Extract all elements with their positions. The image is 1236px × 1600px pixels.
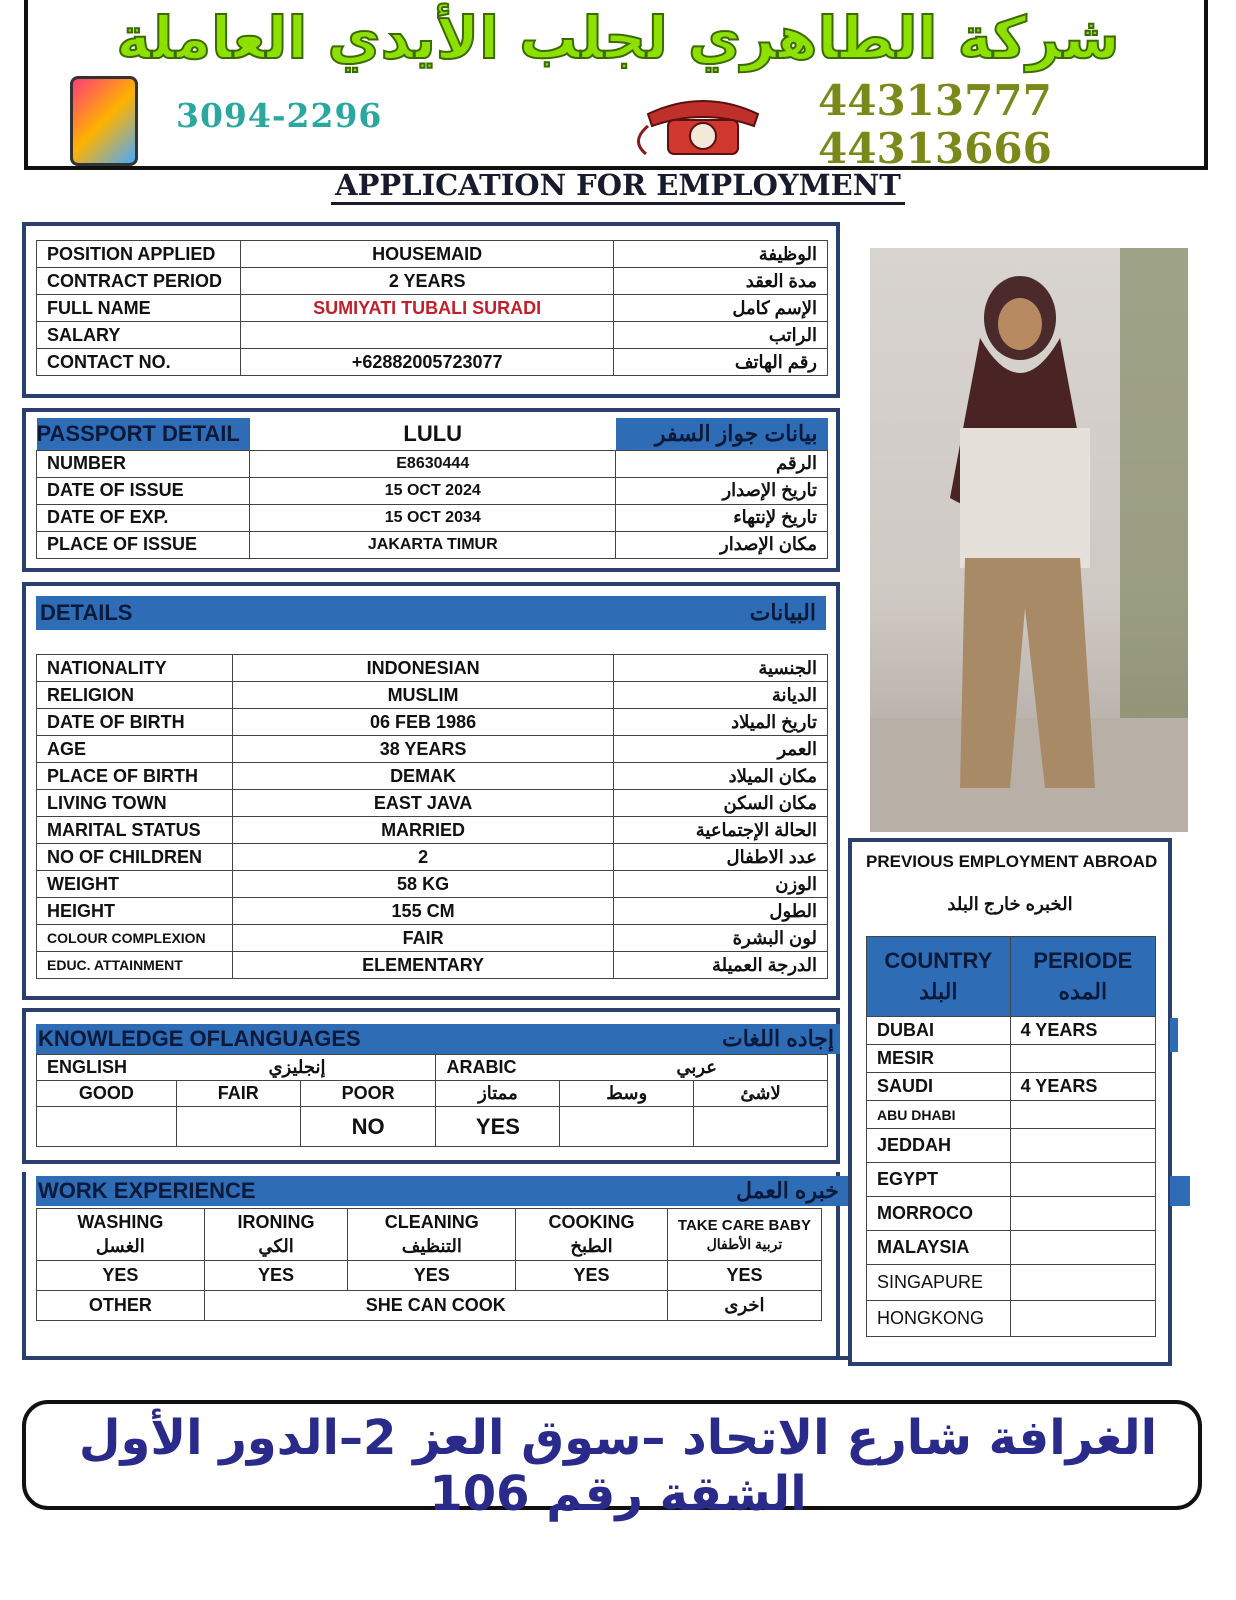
passport-table bbox=[36, 418, 828, 559]
table-row bbox=[37, 925, 828, 952]
other-label-ar: اخرى bbox=[667, 1291, 821, 1321]
languages-panel bbox=[22, 1008, 840, 1164]
details-table bbox=[36, 654, 828, 979]
abroad-panel bbox=[848, 838, 1172, 1366]
abroad-row bbox=[867, 1265, 1156, 1301]
abroad-period bbox=[1010, 1163, 1155, 1197]
abroad-row bbox=[867, 1163, 1156, 1197]
language-level-value: YES bbox=[436, 1107, 560, 1147]
table-row bbox=[37, 349, 828, 376]
passport-heading: PASSPORT DETAIL bbox=[37, 418, 250, 450]
country-header: COUNTRY البلد bbox=[867, 937, 1011, 1017]
language-arabic-cell bbox=[436, 1055, 828, 1081]
field-label: HEIGHT bbox=[37, 898, 233, 925]
position-table bbox=[36, 240, 828, 376]
abroad-country: EGYPT bbox=[867, 1163, 1011, 1197]
abroad-country: HONGKONG bbox=[867, 1301, 1011, 1337]
field-label: POSITION APPLIED bbox=[37, 241, 241, 268]
table-row bbox=[37, 763, 828, 790]
field-label: COLOUR COMPLEXION bbox=[37, 925, 233, 952]
position-panel bbox=[22, 222, 840, 398]
field-value: E8630444 bbox=[250, 450, 616, 477]
field-label-ar: مكان السكن bbox=[614, 790, 828, 817]
abroad-period bbox=[1010, 1197, 1155, 1231]
field-value: SUMIYATI TUBALI SURADI bbox=[240, 295, 613, 322]
field-label-ar: لون البشرة bbox=[614, 925, 828, 952]
abroad-row bbox=[867, 1129, 1156, 1163]
abroad-period: 4 YEARS bbox=[1010, 1073, 1155, 1101]
table-row bbox=[37, 241, 828, 268]
language-english-ar: إنجليزي bbox=[268, 1057, 326, 1077]
abroad-row bbox=[867, 1101, 1156, 1129]
field-label: EDUC. ATTAINMENT bbox=[37, 952, 233, 979]
table-row bbox=[37, 817, 828, 844]
field-label-ar: الطول bbox=[614, 898, 828, 925]
field-label: DATE OF EXP. bbox=[37, 504, 250, 531]
field-value: HOUSEMAID bbox=[240, 241, 613, 268]
language-level-value bbox=[560, 1107, 694, 1147]
table-row bbox=[37, 655, 828, 682]
field-label-ar: العمر bbox=[614, 736, 828, 763]
applicant-photo bbox=[870, 248, 1188, 832]
languages-heading-ar: إجاده اللغات bbox=[722, 1026, 834, 1051]
skill-name-ar: الطبخ bbox=[570, 1235, 613, 1256]
field-value: +62882005723077 bbox=[240, 349, 613, 376]
details-heading: DETAILS bbox=[40, 600, 133, 625]
field-value: MARRIED bbox=[232, 817, 613, 844]
table-row bbox=[37, 504, 828, 531]
details-panel bbox=[22, 582, 840, 1000]
field-value: ELEMENTARY bbox=[232, 952, 613, 979]
languages-heading: KNOWLEDGE OFLANGUAGES bbox=[38, 1026, 361, 1051]
work-heading: WORK EXPERIENCE bbox=[38, 1178, 256, 1203]
field-value: DEMAK bbox=[232, 763, 613, 790]
table-row bbox=[37, 952, 828, 979]
details-heading-bar bbox=[36, 596, 826, 630]
abroad-heading: PREVIOUS EMPLOYMENT ABROAD bbox=[866, 852, 1158, 871]
telephone-icon bbox=[628, 86, 778, 156]
table-row bbox=[37, 736, 828, 763]
field-label-ar: الوظيفة bbox=[614, 241, 828, 268]
skill-name: IRONING bbox=[237, 1212, 315, 1233]
passport-holder: LULU bbox=[250, 418, 616, 450]
languages-heading-bar bbox=[36, 1024, 840, 1054]
field-label: FULL NAME bbox=[37, 295, 241, 322]
work-heading-ar: خبره العمل bbox=[736, 1178, 839, 1203]
abroad-period bbox=[1010, 1265, 1155, 1301]
field-value: 06 FEB 1986 bbox=[232, 709, 613, 736]
company-name: شركة الطاهري لجلب الأيدي العاملة bbox=[116, 4, 1120, 72]
abroad-period bbox=[1010, 1101, 1155, 1129]
field-label-ar: الديانة bbox=[614, 682, 828, 709]
table-row bbox=[37, 871, 828, 898]
field-label-ar: مكان الميلاد bbox=[614, 763, 828, 790]
abroad-country: MALAYSIA bbox=[867, 1231, 1011, 1265]
skill-name: COOKING bbox=[548, 1212, 635, 1233]
field-label: SALARY bbox=[37, 322, 241, 349]
skill-value: YES bbox=[37, 1261, 205, 1291]
skill-name: CLEANING bbox=[384, 1212, 479, 1233]
language-english: ENGLISH bbox=[47, 1057, 128, 1077]
field-label: AGE bbox=[37, 736, 233, 763]
language-arabic-ar: عربي bbox=[676, 1057, 717, 1077]
table-row bbox=[37, 295, 828, 322]
abroad-country: SINGAPURE bbox=[867, 1265, 1011, 1301]
table-row bbox=[37, 844, 828, 871]
field-label-ar: تاريخ الإصدار bbox=[616, 477, 828, 504]
field-value: 155 CM bbox=[232, 898, 613, 925]
field-value: EAST JAVA bbox=[232, 790, 613, 817]
field-label-ar: رقم الهاتف bbox=[614, 349, 828, 376]
passport-panel bbox=[22, 408, 840, 572]
language-level-value bbox=[694, 1107, 828, 1147]
field-label: CONTACT NO. bbox=[37, 349, 241, 376]
field-label: NUMBER bbox=[37, 450, 250, 477]
abroad-row bbox=[867, 1231, 1156, 1265]
field-label-ar: الراتب bbox=[614, 322, 828, 349]
table-row bbox=[37, 322, 828, 349]
abroad-country: JEDDAH bbox=[867, 1129, 1011, 1163]
field-value: 15 OCT 2034 bbox=[250, 504, 616, 531]
abroad-period: 4 YEARS bbox=[1010, 1017, 1155, 1045]
language-level-value bbox=[176, 1107, 300, 1147]
skill-header bbox=[37, 1209, 205, 1261]
field-label-ar: عدد الاطفال bbox=[614, 844, 828, 871]
field-label: PLACE OF BIRTH bbox=[37, 763, 233, 790]
table-row bbox=[37, 268, 828, 295]
abroad-country: ABU DHABI bbox=[867, 1101, 1011, 1129]
phone-number-1: 44313777 bbox=[818, 76, 1052, 125]
language-level: GOOD bbox=[37, 1081, 177, 1107]
field-label-ar: مدة العقد bbox=[614, 268, 828, 295]
field-value: 2 YEARS bbox=[240, 268, 613, 295]
field-label-ar: الحالة الإجتماعية bbox=[614, 817, 828, 844]
table-row bbox=[37, 790, 828, 817]
language-level: POOR bbox=[300, 1081, 436, 1107]
skill-value: YES bbox=[348, 1261, 516, 1291]
work-table bbox=[36, 1208, 822, 1321]
language-level: وسط bbox=[560, 1081, 694, 1107]
details-heading-ar: البيانات bbox=[749, 600, 816, 625]
field-label: PLACE OF ISSUE bbox=[37, 531, 250, 558]
document-title: APPLICATION FOR EMPLOYMENT bbox=[0, 168, 1236, 202]
mobile-number: 3094-2296 bbox=[176, 96, 383, 135]
abroad-row bbox=[867, 1301, 1156, 1337]
language-english-cell bbox=[37, 1055, 436, 1081]
passport-heading-ar: بيانات جواز السفر bbox=[616, 418, 828, 450]
table-row bbox=[37, 477, 828, 504]
blue-bar-edge bbox=[1170, 1018, 1178, 1052]
abroad-period bbox=[1010, 1045, 1155, 1073]
skill-header bbox=[204, 1209, 348, 1261]
table-row bbox=[37, 709, 828, 736]
period-header: PERIODE المده bbox=[1010, 937, 1155, 1017]
field-value: 2 bbox=[232, 844, 613, 871]
field-label: DATE OF BIRTH bbox=[37, 709, 233, 736]
abroad-period bbox=[1010, 1129, 1155, 1163]
abroad-period bbox=[1010, 1301, 1155, 1337]
languages-table bbox=[36, 1054, 828, 1147]
language-arabic: ARABIC bbox=[446, 1057, 517, 1077]
language-level-value: NO bbox=[300, 1107, 436, 1147]
field-label-ar: تاريخ الميلاد bbox=[614, 709, 828, 736]
blue-bar-edge bbox=[1170, 1176, 1178, 1206]
abroad-row bbox=[867, 1017, 1156, 1045]
abroad-country: DUBAI bbox=[867, 1017, 1011, 1045]
language-level: FAIR bbox=[176, 1081, 300, 1107]
field-label-ar: الدرجة العميلة bbox=[614, 952, 828, 979]
field-value bbox=[240, 322, 613, 349]
field-label: CONTRACT PERIOD bbox=[37, 268, 241, 295]
field-label: WEIGHT bbox=[37, 871, 233, 898]
field-value: JAKARTA TIMUR bbox=[250, 531, 616, 558]
field-value: 38 YEARS bbox=[232, 736, 613, 763]
abroad-heading-ar: الخبره خارج البلد bbox=[947, 894, 1073, 914]
skill-name: WASHING bbox=[77, 1212, 164, 1233]
field-value: INDONESIAN bbox=[232, 655, 613, 682]
field-label-ar: الجنسية bbox=[614, 655, 828, 682]
language-level: ممتاز bbox=[436, 1081, 560, 1107]
field-label: NO OF CHILDREN bbox=[37, 844, 233, 871]
abroad-row bbox=[867, 1073, 1156, 1101]
field-label: RELIGION bbox=[37, 682, 233, 709]
field-value: MUSLIM bbox=[232, 682, 613, 709]
abroad-table bbox=[866, 936, 1156, 1337]
abroad-period bbox=[1010, 1231, 1155, 1265]
other-value: SHE CAN COOK bbox=[204, 1291, 667, 1321]
language-level-value bbox=[37, 1107, 177, 1147]
other-label: OTHER bbox=[37, 1291, 205, 1321]
field-label: MARITAL STATUS bbox=[37, 817, 233, 844]
abroad-row bbox=[867, 1197, 1156, 1231]
skill-header bbox=[348, 1209, 516, 1261]
field-label: NATIONALITY bbox=[37, 655, 233, 682]
skill-name-ar: الغسل bbox=[95, 1235, 145, 1256]
abroad-row bbox=[867, 1045, 1156, 1073]
field-value: 58 KG bbox=[232, 871, 613, 898]
abroad-country: MESIR bbox=[867, 1045, 1011, 1073]
skill-name-ar: التنظيف bbox=[401, 1235, 462, 1256]
skill-header bbox=[667, 1209, 821, 1261]
table-row bbox=[37, 898, 828, 925]
skill-header bbox=[516, 1209, 668, 1261]
field-label-ar: مكان الإصدار bbox=[616, 531, 828, 558]
language-level: لاشئ bbox=[694, 1081, 828, 1107]
field-label: DATE OF ISSUE bbox=[37, 477, 250, 504]
table-row bbox=[37, 682, 828, 709]
abroad-country: MORROCO bbox=[867, 1197, 1011, 1231]
field-value: 15 OCT 2024 bbox=[250, 477, 616, 504]
work-panel bbox=[22, 1172, 840, 1358]
company-address: الغرافة شارع الاتحاد –سوق العز 2–الدور الأول الشقة رقم 106 bbox=[78, 1410, 1158, 1522]
field-label-ar: الوزن bbox=[614, 871, 828, 898]
field-label-ar: الرقم bbox=[616, 450, 828, 477]
table-row bbox=[37, 450, 828, 477]
skill-name-ar: الكي bbox=[258, 1235, 294, 1256]
applicant-figure bbox=[870, 248, 1188, 832]
field-label-ar: تاريخ لإنتهاء bbox=[616, 504, 828, 531]
field-label-ar: الإسم كامل bbox=[614, 295, 828, 322]
table-row bbox=[37, 531, 828, 558]
field-label: LIVING TOWN bbox=[37, 790, 233, 817]
field-value: FAIR bbox=[232, 925, 613, 952]
skill-value: YES bbox=[667, 1261, 821, 1291]
skill-value: YES bbox=[516, 1261, 668, 1291]
mobile-phone-icon bbox=[70, 76, 138, 166]
skill-value: YES bbox=[204, 1261, 348, 1291]
abroad-country: SAUDI bbox=[867, 1073, 1011, 1101]
phone-number-2: 44313666 bbox=[818, 124, 1052, 173]
skill-name-ar: تربية الأطفال bbox=[706, 1236, 783, 1253]
skill-name: TAKE CARE BABY bbox=[677, 1216, 811, 1234]
